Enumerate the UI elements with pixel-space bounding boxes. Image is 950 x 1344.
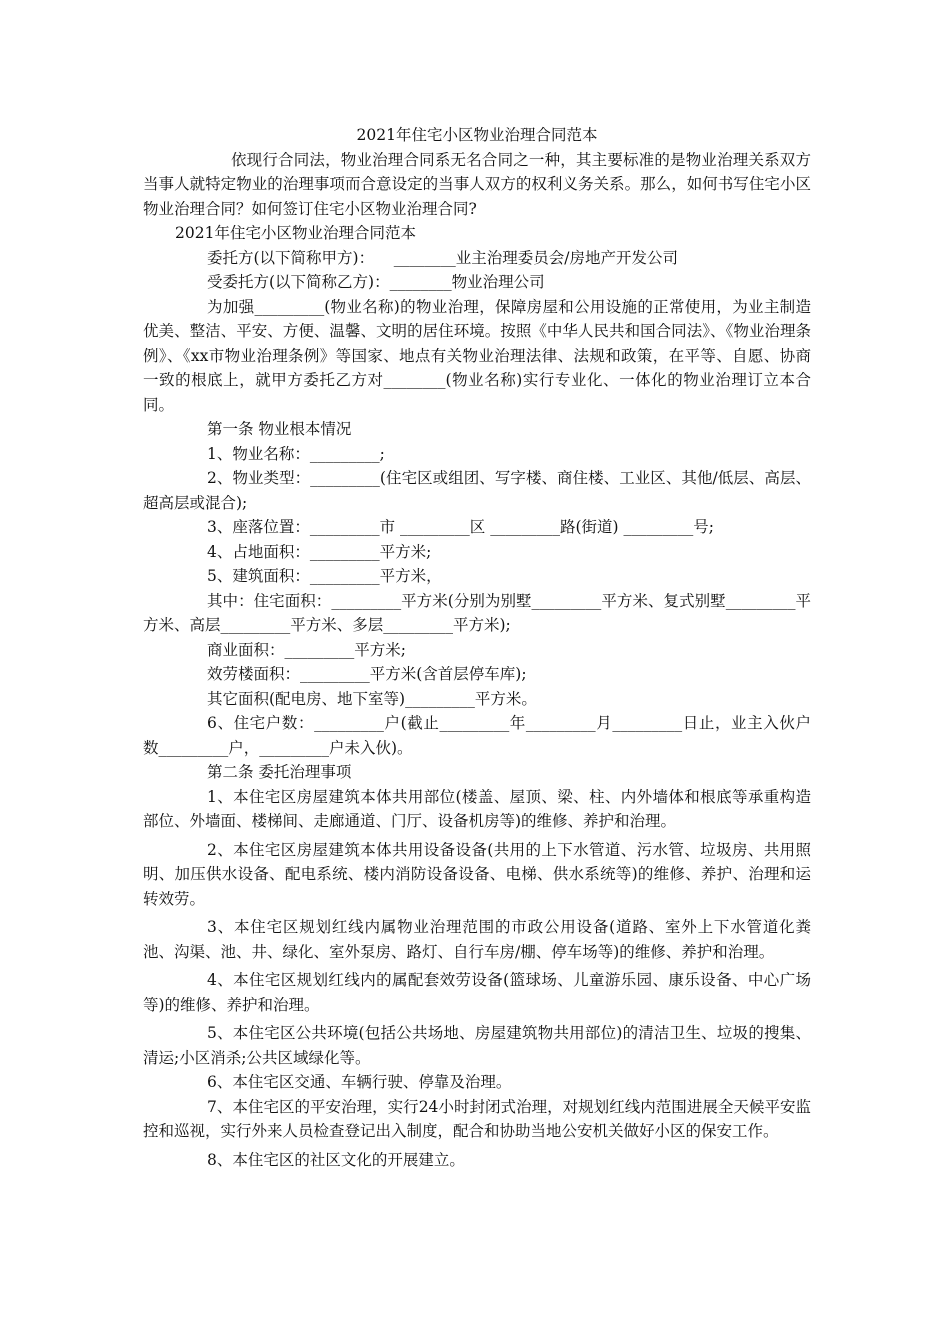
purpose-paragraph: 为加强_________(物业名称)的物业治理，保障房屋和公用设施的正常使用，为业主制造优美、整洁、平安、方便、温馨、文明的居住环境。按照《中华人民共和国合同法》、《物业治理条例》、《xx市物业治理条例》等国家、地点有关物业治理法律、法规和政策，在平等、自愿、协商一致的根底上，就甲方委托乙方对________(物业名称)实行专业化、一体化的物业治理订立本合同。 [143, 297, 811, 414]
article-2-item-4: 4、本住宅区规划红线内的属配套效劳设备(篮球场、儿童游乐园、康乐设备、中心广场等)的维修、养护和治理。 [143, 971, 811, 1014]
article-1-heading: 第一条 物业根本情况 [207, 420, 352, 438]
party-b-line: 受委托方(以下简称乙方)：________物业治理公司 [207, 273, 545, 291]
article-1-item-5-service: 效劳楼面积：_________平方米(含首层停车库); [207, 665, 527, 683]
article-1-item-6: 6、住宅户数：_________户(截止_________年_________月_________日止，业主入伙户数_________户，_________户未入伙)。 [143, 714, 811, 757]
article-1-item-5-residential: 其中：住宅面积：_________平方米(分别为别墅_________平方米、复式别墅_________平方米、高层_________平方米、多层_________平方米); [143, 591, 811, 634]
article-2-item-6: 6、本住宅区交通、车辆行驶、停靠及治理。 [207, 1073, 512, 1091]
article-2-item-1: 1、本住宅区房屋建筑本体共用部位(楼盖、屋顶、梁、柱、内外墙体和根底等承重构造部位、外墙面、楼梯间、走廊通道、门厅、设备机房等)的维修、养护和治理。 [143, 787, 811, 830]
document-title: 2021年住宅小区物业治理合同范本 [356, 126, 598, 144]
document-body [143, 123, 811, 1172]
article-1-item-1: 1、物业名称：_________; [207, 444, 385, 463]
contract-subtitle: 2021年住宅小区物业治理合同范本 [175, 224, 416, 242]
article-1-item-3: 3、座落位置：_________市 _________区 _________路(街道) _________号; [207, 518, 714, 536]
intro-paragraph: 依现行合同法，物业治理合同系无名合同之一种，其主要标准的是物业治理关系双方当事人就特定物业的治理事项而合意设定的当事人双方的权利义务关系。那么，如何书写住宅小区物业治理合同？如何签订住宅小区物业治理合同? [143, 150, 811, 218]
article-1-item-2: 2、物业类型：_________(住宅区或组团、写字楼、商住楼、工业区、其他/低层、高层、超高层或混合); [143, 469, 811, 512]
article-2-item-5: 5、本住宅区公共环境(包括公共场地、房屋建筑物共用部位)的清洁卫生、垃圾的搜集、清运;小区消杀;公共区域绿化等。 [143, 1024, 811, 1067]
article-2-item-3: 3、本住宅区规划红线内属物业治理范围的市政公用设备(道路、室外上下水管道化粪池、沟渠、池、井、绿化、室外泵房、路灯、自行车房/棚、停车场等)的维修、养护和治理。 [143, 918, 811, 961]
article-1-item-4: 4、占地面积：_________平方米; [207, 542, 432, 561]
article-1-item-5-other: 其它面积(配电房、地下室等)_________平方米。 [207, 689, 537, 708]
article-2-item-2: 2、本住宅区房屋建筑本体共用设备设备(共用的上下水管道、污水管、垃圾房、共用照明、加压供水设备、配电系统、楼内消防设备设备、电梯、供水系统等)的维修、养护、治理和运转效劳。 [143, 840, 811, 908]
article-2-item-8: 8、本住宅区的社区文化的开展建立。 [207, 1150, 465, 1169]
article-2-item-7: 7、本住宅区的平安治理，实行24小时封闭式治理，对规划红线内范围进展全天候平安监控和巡视，实行外来人员检查登记出入制度，配合和协助当地公安机关做好小区的保安工作。 [143, 1097, 811, 1140]
article-1-item-5-commercial: 商业面积：_________平方米; [207, 640, 406, 659]
party-a-line: 委托方(以下简称甲方)： ________业主治理委员会/房地产开发公司 [207, 248, 679, 267]
article-1-item-5: 5、建筑面积：_________平方米， [207, 567, 442, 585]
article-2-heading: 第二条 委托治理事项 [207, 763, 352, 781]
